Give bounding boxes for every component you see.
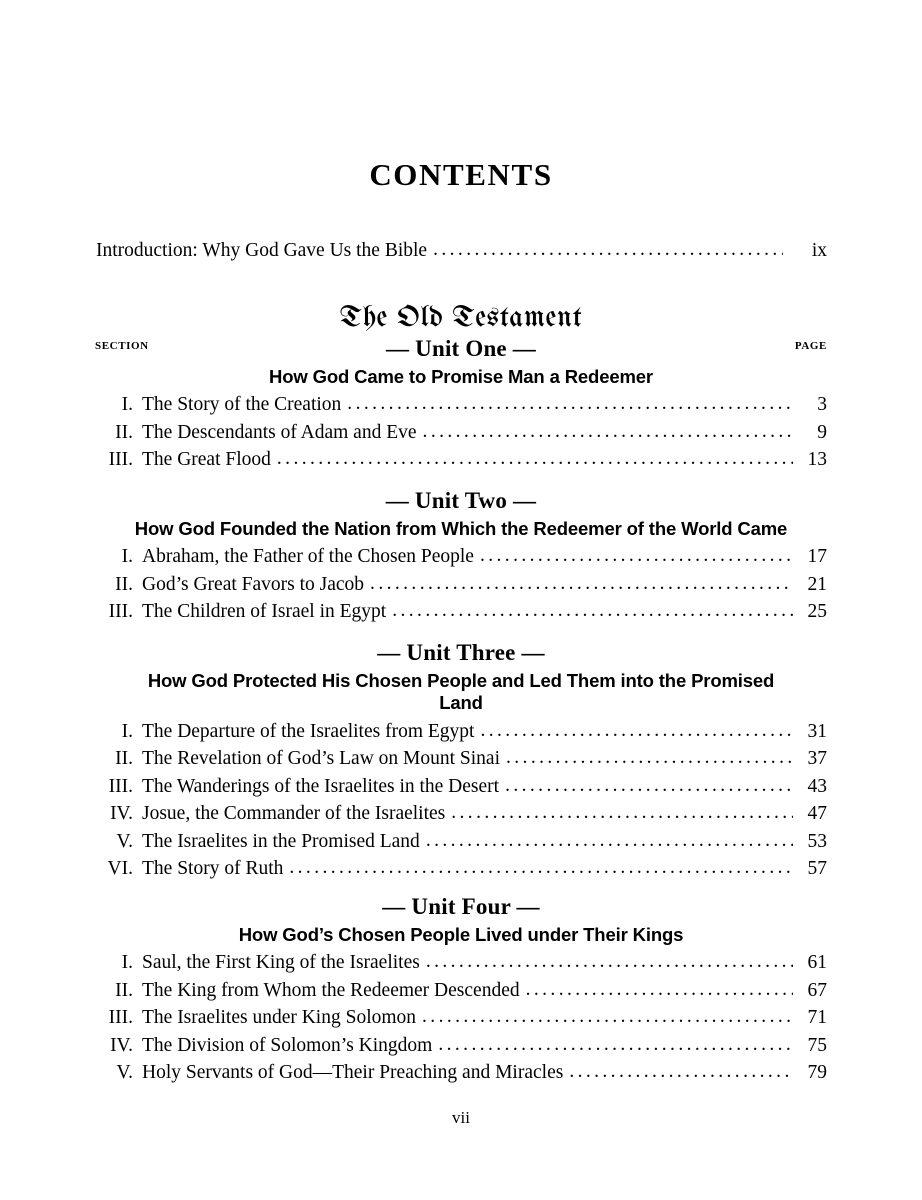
entry-page-number: 61 [807, 952, 827, 974]
unit-subtitle: How God’s Chosen People Lived under Their Kings [238, 923, 684, 945]
entry-numeral: III. [108, 601, 133, 623]
toc-entry [95, 1063, 827, 1083]
entry-label: The Wanderings of the Israelites in the Desert [142, 775, 500, 797]
entry-label: The Great Flood [142, 449, 271, 471]
entry-numeral: V. [116, 1062, 133, 1084]
entry-numeral: III. [108, 775, 133, 797]
entry-page-number: 25 [807, 601, 827, 623]
page-title: CONTENTS [369, 157, 553, 192]
entry-label: Abraham, the Father of the Chosen People [142, 546, 474, 568]
leader-dots [433, 240, 783, 260]
toc-entry [95, 981, 827, 1001]
entry-page-number: 17 [807, 546, 827, 568]
toc-entry [95, 1036, 827, 1056]
entry-label: The Revelation of God’s Law on Mount Sinai [142, 748, 500, 770]
entry-numeral: IV. [110, 1034, 133, 1056]
leader-dots [277, 449, 793, 469]
entry-numeral: I. [121, 720, 133, 742]
unit-subtitle: How God Protected His Chosen People and Led Them into the Promised Land [147, 669, 775, 714]
toc-entry [95, 777, 827, 797]
unit-title: — Unit Two — [385, 487, 537, 513]
unit-entry-list [95, 953, 827, 1083]
entry-label: The Story of Ruth [142, 858, 284, 880]
unit-entry-list [95, 722, 827, 879]
unit-block-one [95, 336, 827, 470]
leader-dots [480, 546, 793, 566]
introduction-label: Introduction: Why God Gave Us the Bible [96, 240, 428, 261]
column-header-section: SECTION [95, 339, 149, 352]
entry-label: The Story of the Creation [142, 394, 342, 416]
entry-page-number: 9 [817, 421, 827, 443]
entry-label: The Division of Solomon’s Kingdom [142, 1034, 433, 1056]
testament-heading-text: The Old Testament [339, 301, 583, 334]
entry-page-number: 37 [807, 748, 827, 770]
unit-block-two [95, 488, 827, 622]
entry-numeral: I. [121, 394, 133, 416]
entry-page-number: 31 [807, 720, 827, 742]
toc-entry [95, 832, 827, 852]
toc-entry-introduction [95, 241, 827, 261]
leader-dots [422, 1007, 793, 1027]
unit-block-three [95, 640, 827, 879]
toc-entry [95, 1008, 827, 1028]
entry-page-number: 3 [817, 394, 827, 416]
leader-dots [438, 1035, 793, 1055]
entry-label: The Israelites under King Solomon [142, 1007, 417, 1029]
leader-dots [505, 776, 793, 796]
toc-entry [95, 859, 827, 879]
introduction-page-number: ix [811, 240, 827, 261]
unit-subtitle: How God Founded the Nation from Which the Redeemer of the World Came [134, 517, 788, 539]
entry-page-number: 67 [807, 979, 827, 1001]
leader-dots [370, 574, 793, 594]
leader-dots [347, 394, 793, 414]
folio-page-number: vii [452, 1108, 470, 1127]
entry-label: The Children of Israel in Egypt [142, 601, 387, 623]
entry-label: The Descendants of Adam and Eve [142, 421, 417, 443]
entry-page-number: 57 [807, 858, 827, 880]
entry-numeral: V. [116, 830, 133, 852]
entry-page-number: 75 [807, 1034, 827, 1056]
entry-numeral: IV. [110, 803, 133, 825]
toc-entry [95, 395, 827, 415]
entry-label: Holy Servants of God—Their Preaching and Miracles [142, 1062, 564, 1084]
entry-numeral: II. [115, 421, 133, 443]
toc-entry [95, 804, 827, 824]
unit-entry-list [95, 547, 827, 622]
toc-entry [95, 547, 827, 567]
testament-heading [95, 261, 827, 334]
leader-dots [426, 952, 793, 972]
leader-dots [526, 980, 793, 1000]
unit-title: — Unit One — [386, 335, 536, 361]
entry-label: God’s Great Favors to Jacob [142, 573, 365, 595]
leader-dots [480, 721, 793, 741]
leader-dots [423, 422, 793, 442]
entry-numeral: II. [115, 979, 133, 1001]
leader-dots [451, 803, 793, 823]
entry-numeral: II. [115, 573, 133, 595]
entry-label: Josue, the Commander of the Israelites [142, 803, 446, 825]
entry-numeral: III. [108, 449, 133, 471]
toc-entry [95, 450, 827, 470]
leader-dots [289, 858, 793, 878]
leader-dots [426, 831, 793, 851]
entry-numeral: II. [115, 748, 133, 770]
unit-entry-list [95, 395, 827, 470]
entry-label: Saul, the First King of the Israelites [142, 952, 420, 974]
entry-page-number: 13 [807, 449, 827, 471]
toc-entry [95, 749, 827, 769]
unit-subtitle: How God Came to Promise Man a Redeemer [269, 365, 653, 387]
unit-title: — Unit Four — [382, 893, 540, 919]
leader-dots [392, 601, 793, 621]
toc-entry [95, 423, 827, 443]
unit-title: — Unit Three — [377, 639, 545, 665]
entry-numeral: I. [121, 546, 133, 568]
entry-numeral: III. [108, 1007, 133, 1029]
entry-page-number: 47 [807, 803, 827, 825]
entry-page-number: 71 [807, 1007, 827, 1029]
leader-dots [569, 1062, 793, 1082]
toc-entry [95, 602, 827, 622]
entry-numeral: VI. [107, 858, 133, 880]
entry-page-number: 43 [807, 775, 827, 797]
entry-label: The Departure of the Israelites from Egypt [142, 720, 475, 742]
leader-dots [506, 748, 793, 768]
entry-label: The King from Whom the Redeemer Descended [142, 979, 520, 1001]
toc-entry [95, 953, 827, 973]
entry-page-number: 21 [807, 573, 827, 595]
entry-label: The Israelites in the Promised Land [142, 830, 420, 852]
toc-entry [95, 722, 827, 742]
toc-entry [95, 575, 827, 595]
entry-numeral: I. [121, 952, 133, 974]
entry-page-number: 53 [807, 830, 827, 852]
column-header-page: PAGE [794, 339, 827, 352]
entry-page-number: 79 [807, 1062, 827, 1084]
unit-block-four [95, 894, 827, 1083]
